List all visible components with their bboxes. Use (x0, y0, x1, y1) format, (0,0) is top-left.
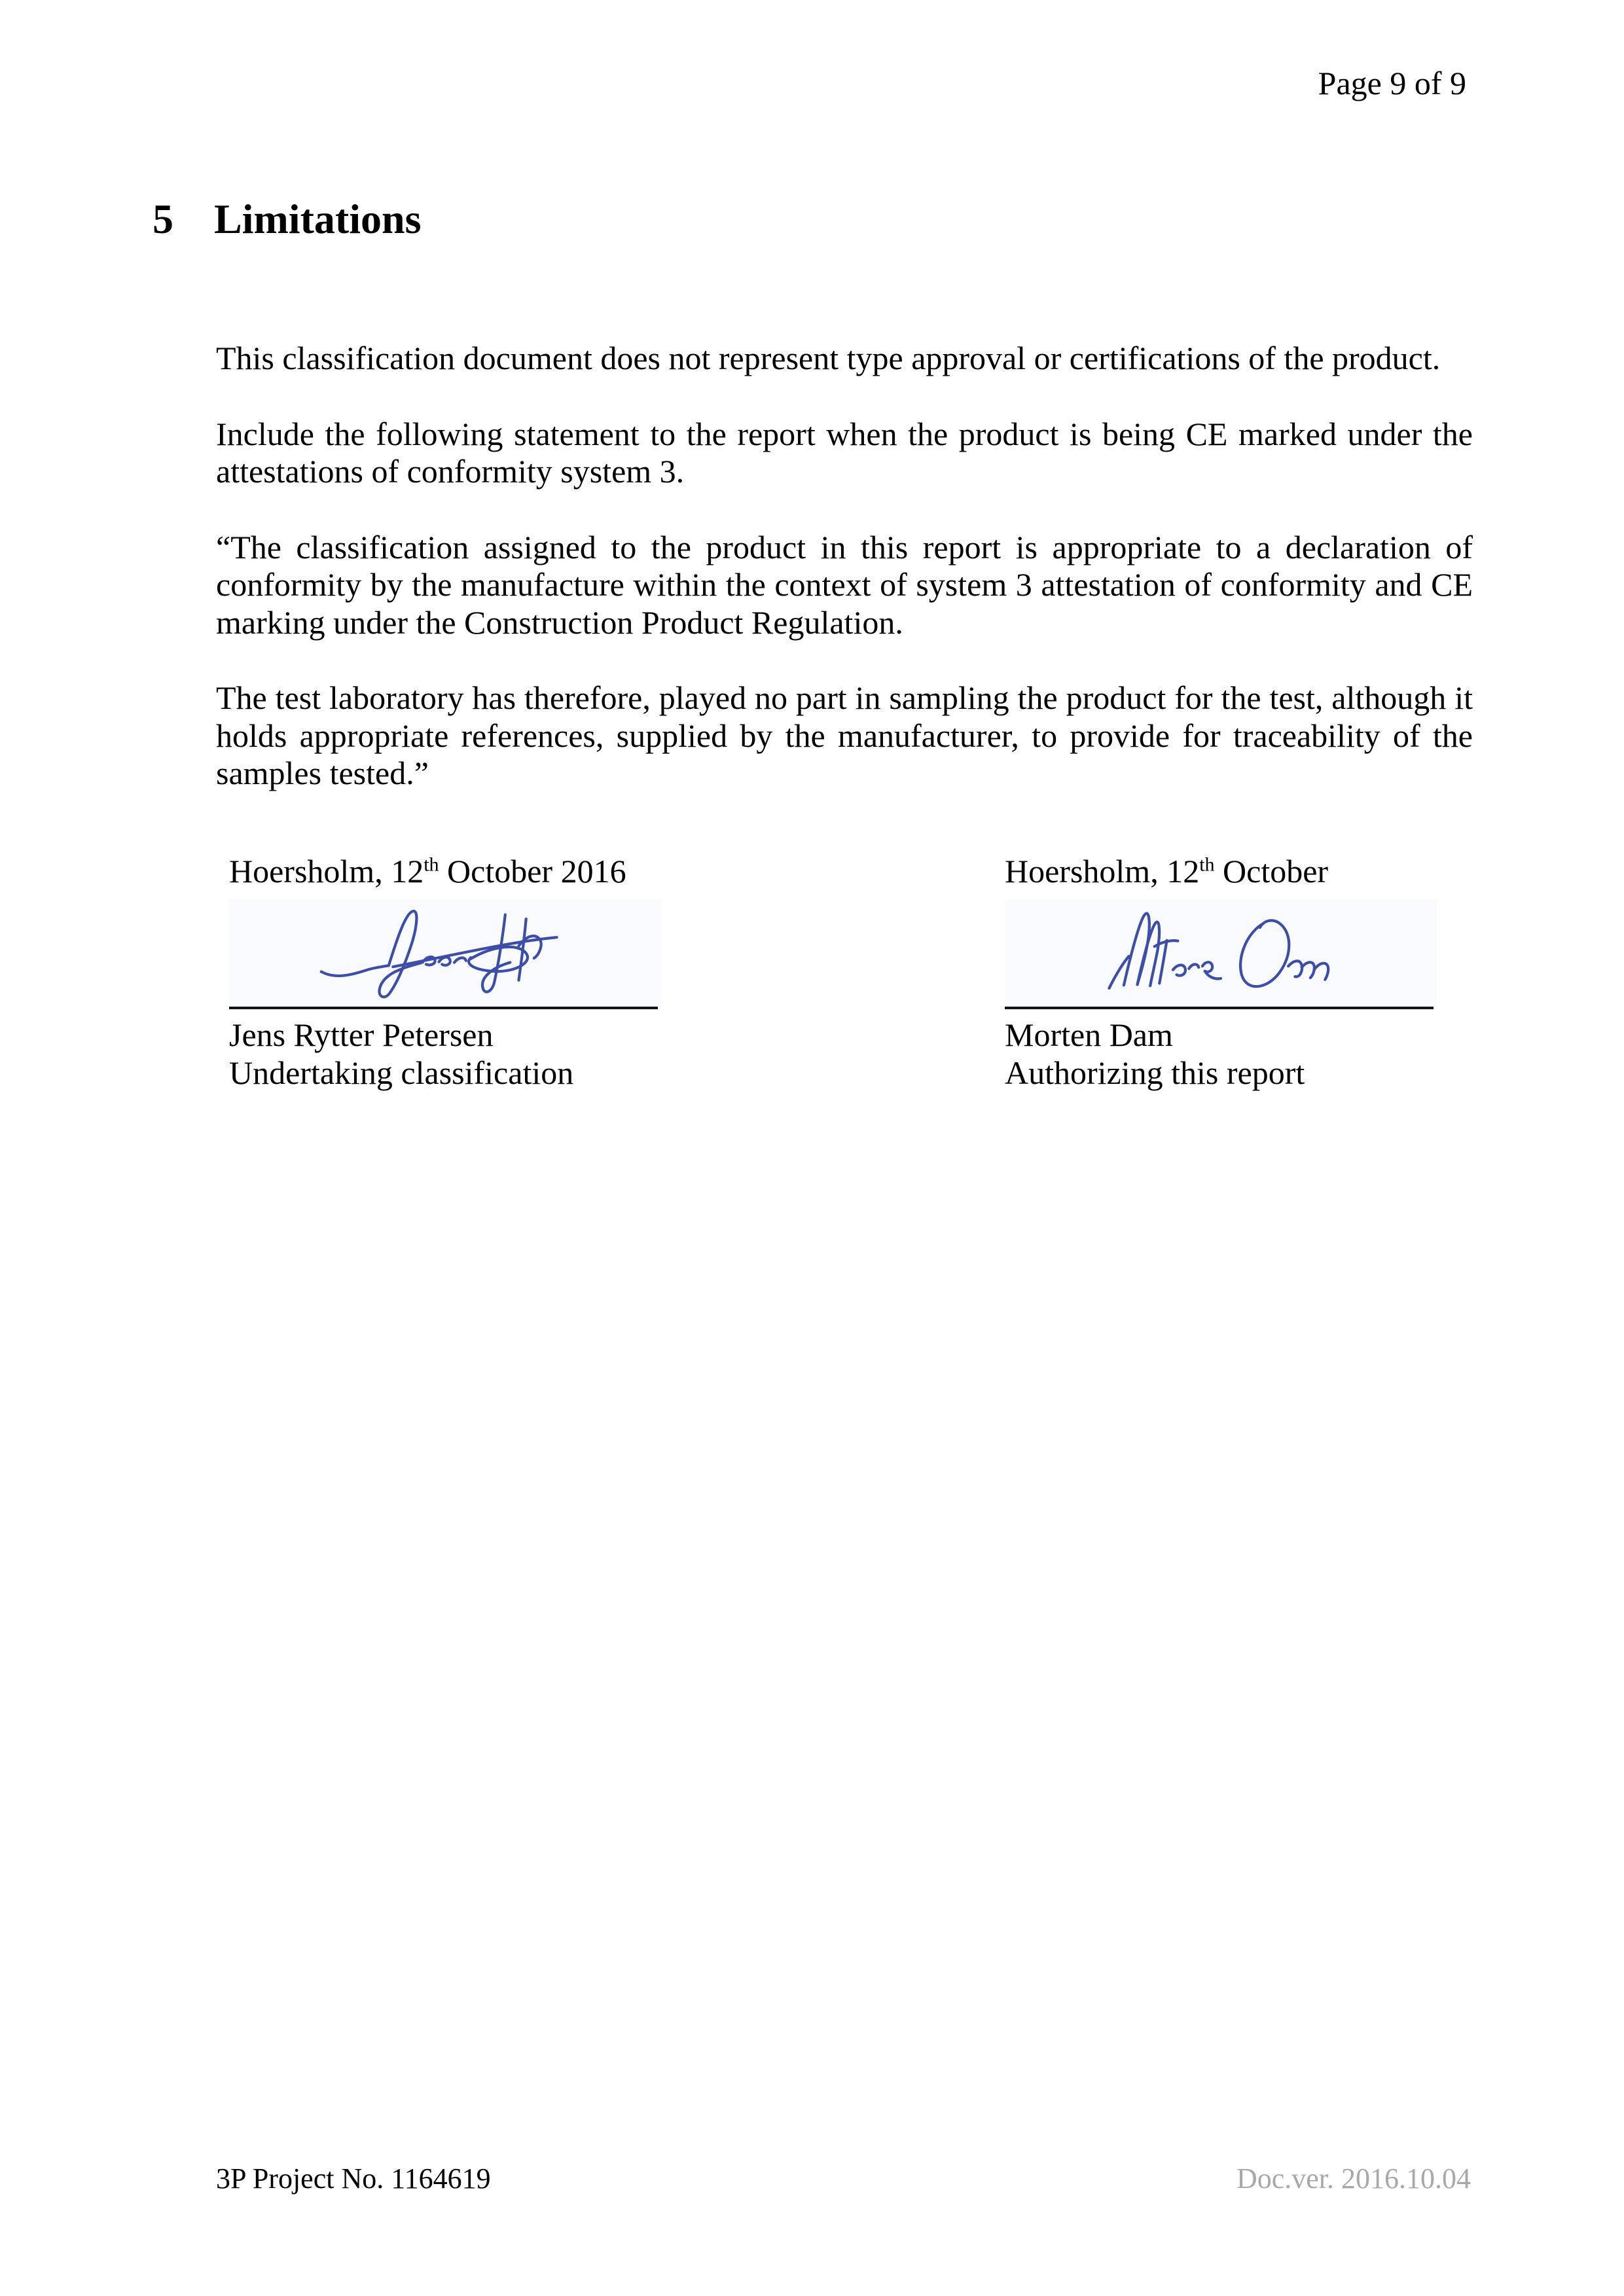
signature-block-left (229, 851, 661, 1092)
page-footer (216, 2162, 1471, 2196)
section-title: Limitations (214, 196, 422, 242)
date-ordinal: th (1199, 853, 1215, 876)
signatory-name-right: Morten Dam (1005, 1016, 1173, 1053)
signatory-name-left: Jens Rytter Petersen (229, 1016, 494, 1053)
date-suffix: October 2016 (439, 853, 626, 889)
signature-date-right (1005, 851, 1437, 899)
section-heading (153, 196, 421, 242)
signatory-role-right: Authorizing this report (1005, 1054, 1305, 1091)
date-ordinal: th (424, 853, 439, 876)
paragraph-4: The test laboratory has therefore, played no part in sampling the product for the test, although it holds appropriate references, supplied by the manufacturer, to provide for traceability of the samples tested.” (216, 679, 1473, 791)
body-text (216, 340, 1473, 831)
paragraph-1: This classification document does not represent type approval or certifications of the product. (216, 340, 1441, 376)
date-prefix: Hoersholm, 12 (229, 853, 424, 889)
signature-line-left (229, 1007, 658, 1009)
jens-signature-image (229, 899, 661, 1007)
section-number: 5 (153, 196, 173, 242)
date-suffix: October (1214, 853, 1329, 889)
date-prefix: Hoersholm, 12 (1005, 853, 1200, 889)
signatory-role-left: Undertaking classification (229, 1054, 574, 1091)
paragraph-2: Include the following statement to the report when the product is being CE marked under the attestations of conformity system 3. (216, 415, 1473, 490)
signature-block-right (1005, 851, 1437, 1092)
doc-version: Doc.ver. 2016.10.04 (1236, 2162, 1471, 2195)
paragraph-3: “The classification assigned to the product in this report is appropriate to a declaration of conformity by the manufacture within the context of system 3 attestation of conformity and CE marking under the Construction Product Regulation. (216, 528, 1473, 641)
morten-signature-image (1005, 899, 1437, 1007)
page-number: Page 9 of 9 (1318, 65, 1466, 101)
signature-line-right (1005, 1007, 1434, 1009)
signature-date-left (229, 851, 661, 899)
project-number: 3P Project No. 1164619 (216, 2162, 491, 2195)
